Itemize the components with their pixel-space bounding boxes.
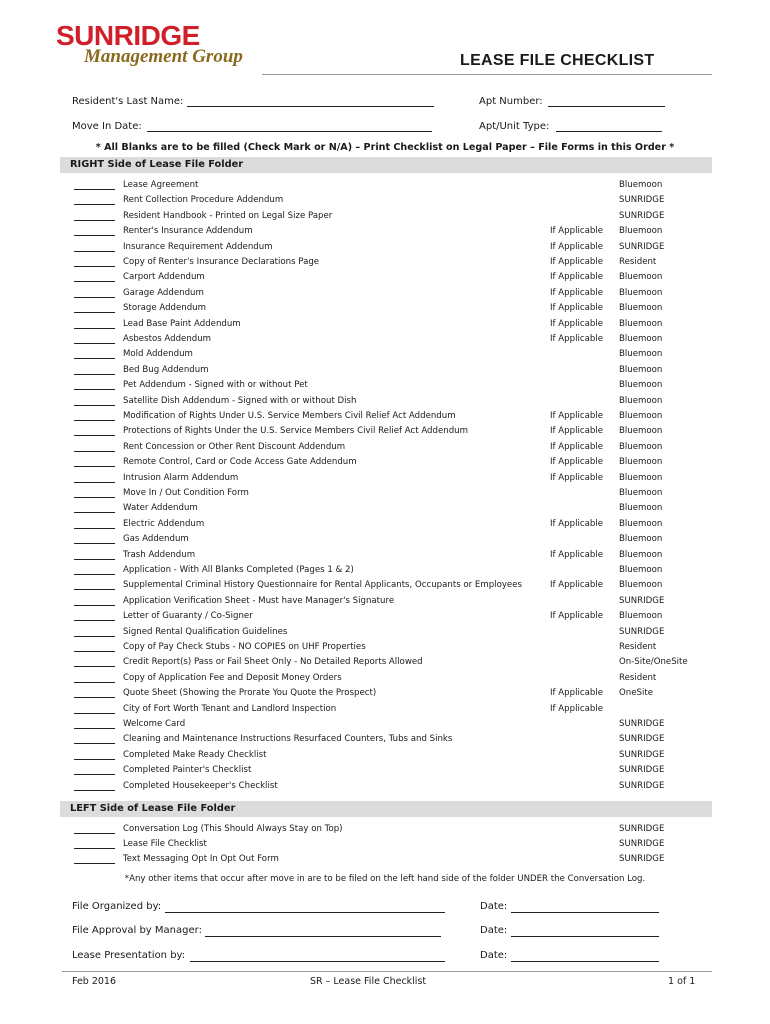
page-title: LEASE FILE CHECKLIST <box>460 52 655 69</box>
title-divider <box>262 74 712 75</box>
checklist-item-label: Application Verification Sheet - Must have Manager's Signature <box>123 595 395 606</box>
checklist-item-condition: If Applicable <box>550 472 603 483</box>
checklist-row <box>0 748 770 763</box>
check-blank-field[interactable] <box>74 312 115 313</box>
check-blank-field[interactable] <box>74 528 115 529</box>
approval-label: File Approval by Manager: <box>72 925 202 936</box>
checklist-item-condition: If Applicable <box>550 518 603 529</box>
checklist-item-label: Copy of Application Fee and Deposit Money Orders <box>123 672 342 683</box>
checklist-item-source: SUNRIDGE <box>619 780 665 791</box>
organized-by-field[interactable] <box>165 912 445 913</box>
checklist-row <box>0 286 770 301</box>
checklist-item-label: Resident Handbook - Printed on Legal Size Paper <box>123 210 333 221</box>
checklist-item-label: Conversation Log (This Should Always Stay on Top) <box>123 824 343 834</box>
check-blank-field[interactable] <box>74 697 115 698</box>
left-section-header <box>60 801 712 817</box>
checklist-item-label: Electric Addendum <box>123 518 205 529</box>
checklist-item-source: On-Site/OneSite <box>619 657 688 668</box>
checklist-item-source: SUNRIDGE <box>619 195 665 206</box>
presentation-label: Lease Presentation by: <box>72 950 186 961</box>
checklist-item-condition: If Applicable <box>550 334 603 344</box>
checklist-item-label: Renter's Insurance Addendum <box>123 226 253 237</box>
organized-date-label: Date: <box>480 901 508 912</box>
checklist-row <box>0 317 770 332</box>
checklist-item-source: Bluemoon <box>619 426 663 437</box>
check-blank-field[interactable] <box>74 297 115 298</box>
checklist-item-label: Asbestos Addendum <box>123 334 212 344</box>
checklist-row <box>0 347 770 362</box>
checklist-row <box>0 332 770 347</box>
checklist-row <box>0 501 770 516</box>
checklist-item-label: Supplemental Criminal History Questionnaire for Rental Applicants, Occupants or Employees <box>123 580 522 591</box>
checklist-row <box>0 779 770 794</box>
checklist-item-source: SUNRIDGE <box>619 595 665 606</box>
checklist-item-condition: If Applicable <box>550 411 603 421</box>
checklist-item-source: Bluemoon <box>619 441 663 452</box>
checklist-item-source: Bluemoon <box>619 534 663 545</box>
checklist-item-condition: If Applicable <box>550 426 603 437</box>
check-blank-field[interactable] <box>74 435 115 436</box>
checklist-item-label: Mold Addendum <box>123 349 193 360</box>
approval-date-field[interactable] <box>511 936 659 937</box>
check-blank-field[interactable] <box>74 389 115 390</box>
checklist-item-label: Welcome Card <box>123 719 186 729</box>
checklist-item-label: Signed Rental Qualification Guidelines <box>123 626 288 637</box>
presentation-field[interactable] <box>190 961 445 962</box>
checklist-item-label: Copy of Renter's Insurance Declarations Page <box>123 257 320 267</box>
last-name-field[interactable] <box>187 106 434 107</box>
checklist-row <box>0 852 770 867</box>
checklist-item-label: Completed Housekeeper's Checklist <box>123 780 278 791</box>
checklist-item-source: SUNRIDGE <box>619 210 665 221</box>
checklist-row <box>0 548 770 563</box>
check-blank-field[interactable] <box>74 251 115 252</box>
check-blank-field[interactable] <box>74 328 115 329</box>
organized-by-label: File Organized by: <box>72 901 162 912</box>
checklist-item-label: Copy of Pay Check Stubs - NO COPIES on UHF Properties <box>123 642 366 652</box>
right-section-header <box>60 157 712 173</box>
checklist-row <box>0 424 770 439</box>
check-blank-field[interactable] <box>74 728 115 729</box>
check-blank-field[interactable] <box>74 620 115 621</box>
checklist-item-condition: If Applicable <box>550 549 603 560</box>
checklist-item-source: Bluemoon <box>619 565 663 575</box>
checklist-item-source: Bluemoon <box>619 180 663 190</box>
footnote: *Any other items that occur after move in are to be filed on the left hand side of the folder UNDER the Conversation Log. <box>124 874 646 884</box>
footer-page-number: 1 of 1 <box>668 976 696 987</box>
check-blank-field[interactable] <box>74 666 115 667</box>
checklist-item-condition: If Applicable <box>550 226 603 237</box>
checklist-item-source: Bluemoon <box>619 349 663 360</box>
checklist-item-label: Credit Report(s) Pass or Fail Sheet Only - No Detailed Reports Allowed <box>123 657 423 668</box>
checklist-row <box>0 209 770 224</box>
check-blank-field[interactable] <box>74 497 115 498</box>
checklist-row <box>0 440 770 455</box>
checklist-item-source: Bluemoon <box>619 611 663 622</box>
checklist-item-source: Bluemoon <box>619 549 663 560</box>
check-blank-field[interactable] <box>74 759 115 760</box>
checklist-item-source: SUNRIDGE <box>619 854 665 864</box>
check-blank-field[interactable] <box>74 420 115 421</box>
checklist-row <box>0 455 770 470</box>
checklist-item-label: Water Addendum <box>123 503 198 514</box>
check-blank-field[interactable] <box>74 574 115 575</box>
checklist-item-label: Insurance Requirement Addendum <box>123 241 273 252</box>
checklist-item-label: Pet Addendum - Signed with or without Pet <box>123 380 308 391</box>
checklist-item-source: Bluemoon <box>619 364 663 375</box>
checklist-item-source: Bluemoon <box>619 503 663 514</box>
checklist-row <box>0 702 770 717</box>
checklist-row <box>0 578 770 593</box>
checklist-item-source: SUNRIDGE <box>619 626 665 637</box>
checklist-item-source: Resident <box>619 257 657 267</box>
checklist-row <box>0 394 770 409</box>
presentation-date-label: Date: <box>480 950 508 961</box>
checklist-item-source: Bluemoon <box>619 457 663 468</box>
checklist-item-source: OneSite <box>619 688 653 699</box>
check-blank-field[interactable] <box>74 559 115 560</box>
check-blank-field[interactable] <box>74 358 115 359</box>
checklist-item-label: Cleaning and Maintenance Instructions Resurfaced Counters, Tubs and Sinks <box>123 734 453 745</box>
checklist-item-label: Garage Addendum <box>123 287 204 298</box>
checklist-row <box>0 671 770 686</box>
check-blank-field[interactable] <box>74 833 115 834</box>
checklist-item-label: Bed Bug Addendum <box>123 364 209 375</box>
check-blank-field[interactable] <box>74 636 115 637</box>
checklist-item-label: Completed Make Ready Checklist <box>123 749 267 760</box>
checklist-item-source: Bluemoon <box>619 226 663 237</box>
approval-date-label: Date: <box>480 925 508 936</box>
checklist-row <box>0 363 770 378</box>
checklist-item-label: Modification of Rights Under U.S. Service Members Civil Relief Act Addendum <box>123 411 456 421</box>
checklist-row <box>0 240 770 255</box>
right-section-label: RIGHT Side of Lease File Folder <box>70 159 244 170</box>
checklist-item-condition: If Applicable <box>550 287 603 298</box>
checklist-row <box>0 471 770 486</box>
checklist-item-condition: If Applicable <box>550 257 603 267</box>
last-name-label: Resident's Last Name: <box>72 96 184 107</box>
filing-instructions: * All Blanks are to be filled (Check Mark or N/A) – Print Checklist on Legal Paper – File Forms in this Order * <box>95 142 675 153</box>
checklist-item-source: SUNRIDGE <box>619 749 665 760</box>
checklist-row <box>0 822 770 837</box>
unit-type-field[interactable] <box>556 131 662 132</box>
checklist-item-label: Lease File Checklist <box>123 839 207 849</box>
check-blank-field[interactable] <box>74 374 115 375</box>
checklist-item-label: Storage Addendum <box>123 303 207 314</box>
check-blank-field[interactable] <box>74 790 115 791</box>
check-blank-field[interactable] <box>74 512 115 513</box>
logo-brand: SUNRIDGE <box>56 20 200 51</box>
check-blank-field[interactable] <box>74 774 115 775</box>
checklist-item-label: Remote Control, Card or Code Access Gate Addendum <box>123 457 357 468</box>
checklist-row <box>0 301 770 316</box>
checklist-row <box>0 517 770 532</box>
checklist-row <box>0 655 770 670</box>
check-blank-field[interactable] <box>74 220 115 221</box>
checklist-row <box>0 193 770 208</box>
checklist-item-source: Resident <box>619 672 657 683</box>
footer-doc-name: SR – Lease File Checklist <box>310 976 427 987</box>
checklist-row <box>0 594 770 609</box>
check-blank-field[interactable] <box>74 281 115 282</box>
check-blank-field[interactable] <box>74 743 115 744</box>
check-blank-field[interactable] <box>74 189 115 190</box>
checklist-item-label: Protections of Rights Under the U.S. Service Members Civil Relief Act Addendum <box>123 426 468 437</box>
apt-number-label: Apt Number: <box>479 96 543 107</box>
checklist-item-condition: If Applicable <box>550 303 603 314</box>
checklist-row <box>0 732 770 747</box>
check-blank-field[interactable] <box>74 482 115 483</box>
checklist-row <box>0 378 770 393</box>
checklist-item-condition: If Applicable <box>550 611 603 622</box>
checklist-item-source: Bluemoon <box>619 472 663 483</box>
checklist-row <box>0 486 770 501</box>
logo-subtitle: Management Group <box>84 46 243 67</box>
apt-number-field[interactable] <box>548 106 665 107</box>
checklist-item-label: Lease Agreement <box>123 180 199 190</box>
checklist-item-label: Text Messaging Opt In Opt Out Form <box>123 854 279 864</box>
checklist-item-label: Letter of Guaranty / Co-Signer <box>123 611 253 622</box>
check-blank-field[interactable] <box>74 682 115 683</box>
checklist-row <box>0 224 770 239</box>
left-section-label: LEFT Side of Lease File Folder <box>70 803 236 814</box>
check-blank-field[interactable] <box>74 343 115 344</box>
checklist-item-condition: If Applicable <box>550 441 603 452</box>
checklist-item-label: Quote Sheet (Showing the Prorate You Quote the Prospect) <box>123 688 377 699</box>
move-in-label: Move In Date: <box>72 121 142 132</box>
checklist-item-label: Intrusion Alarm Addendum <box>123 472 239 483</box>
checklist-item-source: Bluemoon <box>619 411 663 421</box>
check-blank-field[interactable] <box>74 405 115 406</box>
checklist-item-source: SUNRIDGE <box>619 765 665 776</box>
checklist-item-source: Bluemoon <box>619 272 663 283</box>
presentation-date-field[interactable] <box>511 961 659 962</box>
checklist-item-condition: If Applicable <box>550 688 603 699</box>
footer-date: Feb 2016 <box>72 976 117 987</box>
checklist-item-source: Bluemoon <box>619 395 663 406</box>
checklist-row <box>0 837 770 852</box>
checklist-item-label: Completed Painter's Checklist <box>123 765 252 776</box>
checklist-row <box>0 532 770 547</box>
check-blank-field[interactable] <box>74 651 115 652</box>
check-blank-field[interactable] <box>74 266 115 267</box>
checklist-item-condition: If Applicable <box>550 457 603 468</box>
checklist-row <box>0 178 770 193</box>
checklist-row <box>0 270 770 285</box>
checklist-item-label: Lead Base Paint Addendum <box>123 318 241 329</box>
check-blank-field[interactable] <box>74 543 115 544</box>
move-in-field[interactable] <box>147 131 432 132</box>
checklist-item-condition: If Applicable <box>550 703 603 714</box>
checklist-row <box>0 763 770 778</box>
checklist-item-source: SUNRIDGE <box>619 241 665 252</box>
checklist-item-label: Trash Addendum <box>123 549 196 560</box>
check-blank-field[interactable] <box>74 235 115 236</box>
checklist-item-label: Application - With All Blanks Completed (Pages 1 & 2) <box>123 565 354 575</box>
checklist-item-source: SUNRIDGE <box>619 824 665 834</box>
checklist-item-source: Bluemoon <box>619 318 663 329</box>
approval-field[interactable] <box>205 936 441 937</box>
unit-type-label: Apt/Unit Type: <box>479 121 550 132</box>
checklist-row <box>0 640 770 655</box>
checklist-item-source: SUNRIDGE <box>619 839 665 849</box>
check-blank-field[interactable] <box>74 848 115 849</box>
checklist-item-source: SUNRIDGE <box>619 719 665 729</box>
check-blank-field[interactable] <box>74 589 115 590</box>
checklist-row <box>0 625 770 640</box>
check-blank-field[interactable] <box>74 466 115 467</box>
checklist-item-source: Bluemoon <box>619 518 663 529</box>
checklist-row <box>0 609 770 624</box>
checklist-item-condition: If Applicable <box>550 241 603 252</box>
checklist-item-source: Bluemoon <box>619 287 663 298</box>
checklist-item-source: Bluemoon <box>619 580 663 591</box>
checklist-item-label: Move In / Out Condition Form <box>123 488 249 498</box>
checklist-item-condition: If Applicable <box>550 318 603 329</box>
footer-divider <box>62 971 712 972</box>
checklist-item-source: Bluemoon <box>619 488 663 498</box>
checklist-item-label: Gas Addendum <box>123 534 189 545</box>
checklist-row <box>0 686 770 701</box>
checklist-item-condition: If Applicable <box>550 580 603 591</box>
checklist-item-label: Rent Concession or Other Rent Discount Addendum <box>123 441 346 452</box>
checklist-item-source: Bluemoon <box>619 303 663 314</box>
organized-date-field[interactable] <box>511 912 659 913</box>
checklist-item-source: SUNRIDGE <box>619 734 665 745</box>
check-blank-field[interactable] <box>74 605 115 606</box>
checklist-row <box>0 409 770 424</box>
checklist-item-label: Rent Collection Procedure Addendum <box>123 195 284 206</box>
checklist-item-label: Carport Addendum <box>123 272 205 283</box>
checklist-item-label: Satellite Dish Addendum - Signed with or without Dish <box>123 395 357 406</box>
checklist-item-source: Resident <box>619 642 657 652</box>
checklist-item-condition: If Applicable <box>550 272 603 283</box>
check-blank-field[interactable] <box>74 713 115 714</box>
check-blank-field[interactable] <box>74 451 115 452</box>
check-blank-field[interactable] <box>74 204 115 205</box>
checklist-item-label: City of Fort Worth Tenant and Landlord Inspection <box>123 703 337 714</box>
checklist-item-source: Bluemoon <box>619 334 663 344</box>
checklist-row <box>0 255 770 270</box>
checklist-row <box>0 717 770 732</box>
checklist-item-source: Bluemoon <box>619 380 663 391</box>
check-blank-field[interactable] <box>74 863 115 864</box>
checklist-row <box>0 563 770 578</box>
